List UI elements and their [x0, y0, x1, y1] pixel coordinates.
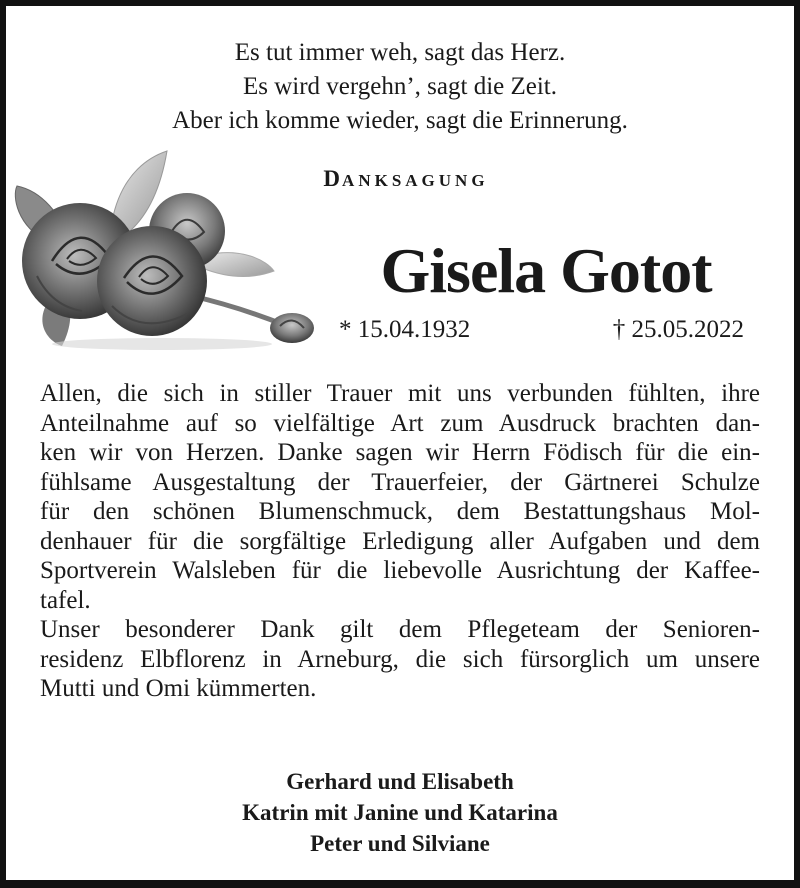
text-line: ken wir von Herzen. Danke sagen wir Herrn Födisch für die ein-: [40, 439, 760, 466]
signer-line: Gerhard und Elisabeth: [286, 769, 514, 794]
text-line: fühlsame Ausgestaltung der Trauerfeier, der Gärtnerei Schulze: [40, 468, 760, 496]
poem-line: Aber ich komme wieder, sagt die Erinnerung.: [172, 107, 628, 134]
text-line: tafel.: [40, 586, 91, 614]
rose-center: [97, 226, 207, 336]
signers: [6, 766, 794, 859]
poem: [6, 36, 794, 138]
heading-initial: D: [323, 166, 343, 191]
text-line: residenz Elbflorenz in Arneburg, die sich fürsorglich um unsere: [40, 645, 760, 673]
heading-rest: ANKSAGUNG: [342, 171, 489, 190]
poem-line: Es tut immer weh, sagt das Herz.: [234, 39, 566, 66]
roses-image: [12, 146, 322, 351]
text-line: Mutti und Omi kümmerten.: [40, 675, 317, 702]
text-line: Sportverein Walsleben für die liebevolle Ausrichtung der Kaffee-: [40, 557, 760, 584]
birth-date: * 15.04.1932: [339, 316, 471, 343]
text-line: Anteilnahme auf so vielfältige Art zum Ausdruck brachten dan-: [40, 409, 760, 437]
text-line: denhauer für die sorgfältige Erledigung aller Aufgaben und dem: [40, 527, 760, 555]
signer-line: Peter und Silviane: [310, 831, 490, 856]
rose-bud: [270, 313, 314, 343]
text-line: für den schönen Blumenschmuck, dem Bestattungshaus Mol-: [40, 498, 760, 525]
thank-you-text: [40, 379, 760, 704]
death-date: † 25.05.2022: [612, 316, 744, 343]
text-line: Allen, die sich in stiller Trauer mit uns verbunden fühlten, ihre: [40, 380, 760, 407]
signer-line: Katrin mit Janine und Katarina: [242, 800, 558, 825]
text-line: Unser besonderer Dank gilt dem Pflegeteam der Senioren-: [40, 616, 760, 643]
poem-line: Es wird vergehn’, sagt die Zeit.: [242, 73, 558, 100]
deceased-name: Gisela Gotot: [380, 235, 712, 306]
